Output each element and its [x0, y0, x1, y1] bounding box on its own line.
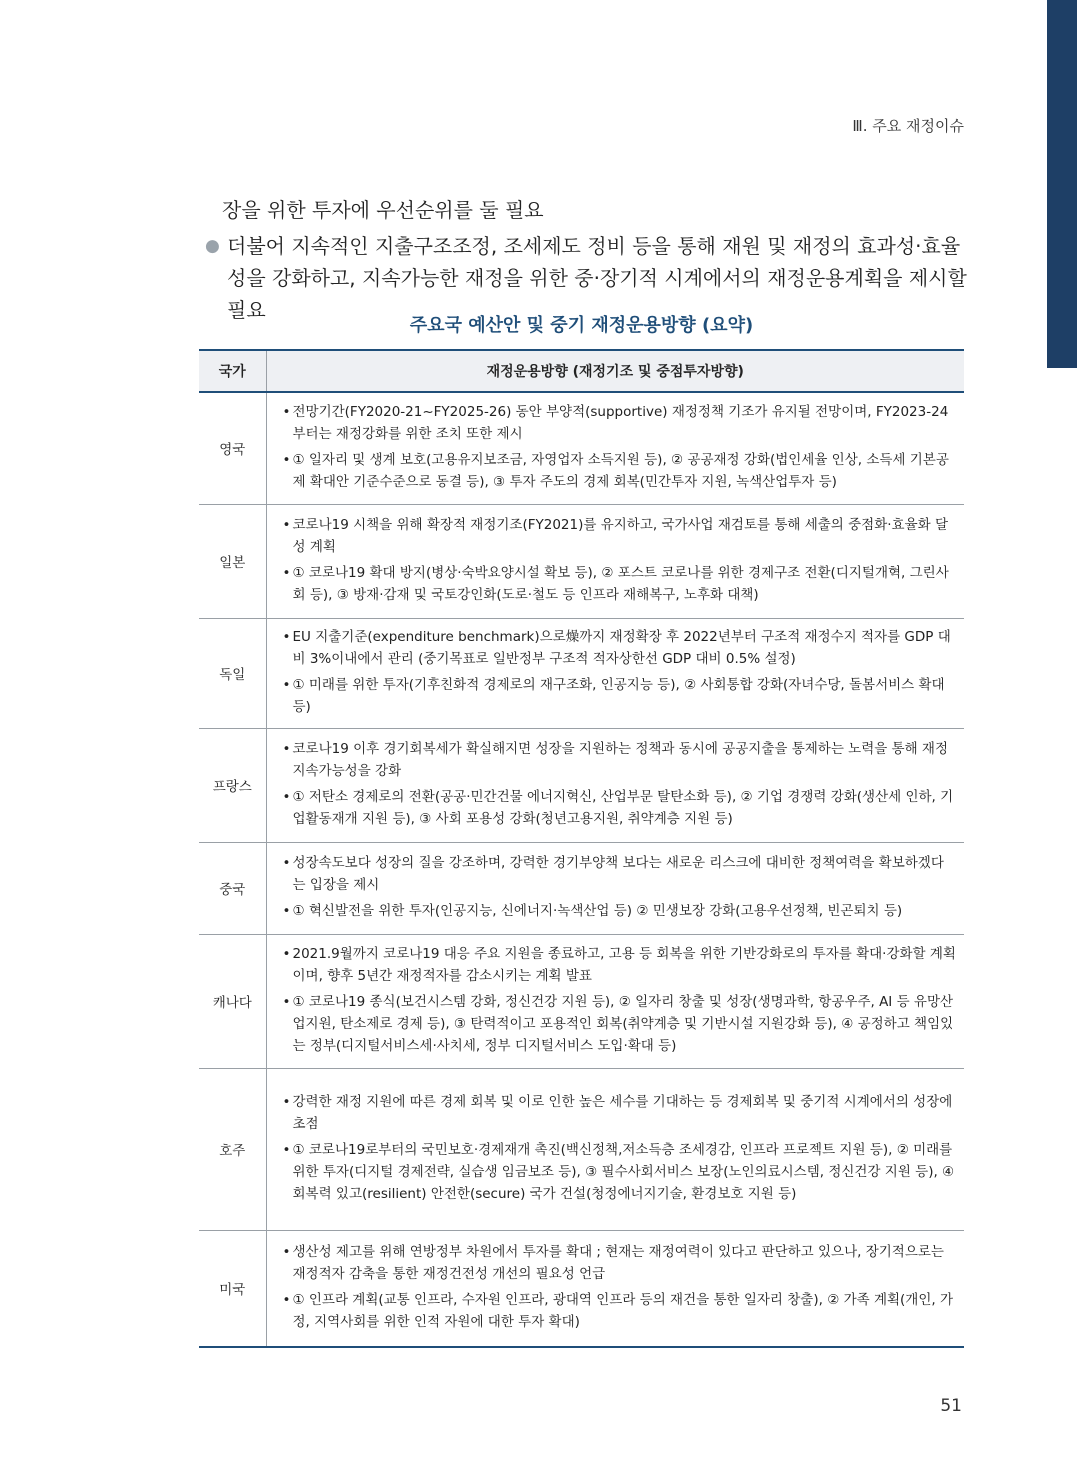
bullet-icon: •: [282, 1243, 291, 1260]
list-item-text: 코로나19 시책을 위해 확장적 재정기조(FY2021)를 유지하고, 국가사업 재검토를 통해 세출의 중점화·효율화 달성 계획: [292, 516, 949, 555]
list-item-text: ① 코로나19 확대 방지(병상·숙박요양시설 확보 등), ② 포스트 코로나를 위한 경제구조 전환(디지털개혁, 그린사회 등), ③ 방재·감재 및 국토강인화(도로·철도 등 인프라 재해복구, 노후화 대책): [292, 564, 949, 603]
list-item-text: ① 미래를 위한 투자(기후친화적 경제로의 재구조화, 인공지능 등), ② 사회통합 강화(자녀수당, 돌봄서비스 확대 등): [292, 676, 945, 715]
list-item-text: 코로나19 이후 경기회복세가 확실해지면 성장을 지원하는 정책과 동시에 공공지출을 통제하는 노력을 통해 재정지속가능성을 강화: [292, 740, 949, 779]
country-cell: 호주: [199, 1068, 266, 1230]
list-item: [283, 401, 957, 445]
intro-text: [205, 194, 975, 326]
table-row: [199, 1230, 964, 1347]
bullet-icon: •: [282, 516, 291, 533]
list-item-text: EU 지출기준(expenditure benchmark)으로燥까지 재정확장 후 2022년부터 구조적 재정수지 적자를 GDP 대비 3%이내에서 관리 (중기목표로 일반정부 구조적 적자상한선 GDP 대비 0.5% 설정): [292, 628, 951, 667]
list-item: [283, 991, 957, 1057]
section-header: Ⅲ. 주요 재정이슈: [852, 117, 964, 135]
bullet-icon: •: [282, 788, 291, 805]
intro-bullet-text: 더불어 지속적인 지출구조조정, 조세제도 정비 등을 통해 재원 및 재정의 효과성·효율성을 강화하고, 지속가능한 재정을 위한 중·장기적 시계에서의 재정운용계획을 제시할 필요: [227, 234, 967, 322]
bullet-icon: •: [282, 451, 291, 468]
bullet-icon: •: [282, 945, 291, 962]
list-item: [283, 449, 957, 493]
bullet-icon: •: [282, 628, 291, 645]
header-direction: 재정운용방향 (재정기조 및 중점투자방향): [266, 350, 964, 392]
bullet-dot-icon: ●: [205, 236, 220, 256]
direction-cell: [266, 842, 964, 934]
direction-cell: [266, 392, 964, 504]
header-country: 국가: [199, 350, 266, 392]
bullet-icon: •: [282, 676, 291, 693]
direction-cell: [266, 934, 964, 1068]
list-item: [283, 562, 957, 606]
list-item: [283, 738, 957, 782]
list-item: [283, 1241, 957, 1285]
list-item: [283, 514, 957, 558]
chapter-side-tab: [1047, 0, 1077, 368]
list-item-text: 생산성 제고를 위해 연방정부 차원에서 투자를 확대 ; 현재는 재정여력이 있다고 판단하고 있으나, 장기적으로는 재정적자 감축을 통한 재정건전성 개선의 필요성 언급: [292, 1243, 944, 1282]
page-number: 51: [940, 1396, 962, 1416]
table-row: [199, 934, 964, 1068]
table-row: [199, 618, 964, 728]
list-item: [283, 786, 957, 830]
bullet-icon: •: [282, 993, 291, 1010]
list-item-text: 강력한 재정 지원에 따른 경제 회복 및 이로 인한 높은 세수를 기대하는 등 경제회복 및 중기적 시계에서의 성장에 초점: [292, 1093, 953, 1132]
country-cell: 중국: [199, 842, 266, 934]
list-item-text: ① 코로나19로부터의 국민보호·경제재개 촉진(백신정책,저소득층 조세경감, 인프라 프로젝트 지원 등), ② 미래를 위한 투자(디지털 경제전략, 실습생 임금보조 등), ③ 필수사회서비스 보장(노인의료시스템, 정신건강 지원 등), ④ 회복력 있고(resilient) 안전한(secure) 국가 건설(청정에너지기술, 환경보호 지원 등): [292, 1141, 955, 1202]
bullet-icon: •: [282, 403, 291, 420]
list-item-text: 2021.9월까지 코로나19 대응 주요 지원을 종료하고, 고용 등 회복을 위한 기반강화로의 투자를 확대·강화할 계획이며, 향후 5년간 재정적자를 감소시키는 계획 발표: [292, 945, 956, 984]
bullet-icon: •: [282, 740, 291, 757]
list-item: [283, 900, 957, 922]
list-item: [283, 943, 957, 987]
country-table: [199, 349, 964, 1348]
direction-cell: [266, 1230, 964, 1347]
table-row: [199, 504, 964, 618]
list-item-text: 성장속도보다 성장의 질을 강조하며, 강력한 경기부양책 보다는 새로운 리스크에 대비한 정책여력을 확보하겠다는 입장을 제시: [292, 854, 944, 893]
table-body: [199, 392, 964, 1347]
table-row: [199, 842, 964, 934]
country-cell: 미국: [199, 1230, 266, 1347]
table-row: [199, 1068, 964, 1230]
bullet-icon: •: [282, 1093, 291, 1110]
direction-cell: [266, 618, 964, 728]
table-title: 주요국 예산안 및 중기 재정운용방향 (요약): [409, 315, 754, 336]
direction-cell: [266, 728, 964, 842]
bullet-icon: •: [282, 1141, 291, 1158]
list-item: [283, 626, 957, 670]
list-item: [283, 674, 957, 718]
bullet-icon: •: [282, 902, 291, 919]
direction-cell: [266, 504, 964, 618]
list-item-text: ① 저탄소 경제로의 전환(공공·민간건물 에너지혁신, 산업부문 탈탄소화 등), ② 기업 경쟁력 강화(생산세 인하, 기업활동재개 지원 등), ③ 사회 포용성 강화(청년고용지원, 취약계층 지원 등): [292, 788, 954, 827]
list-item-text: ① 코로나19 종식(보건시스템 강화, 정신건강 지원 등), ② 일자리 창출 및 성장(생명과학, 항공우주, AI 등 유망산업지원, 탄소제로 경제 등), ③ 탄력적이고 포용적인 회복(취약계층 및 기반시설 지원강화 등), ④ 공정하고 책임있는 정부(디지털서비스세·사치세, 정부 디지털서비스 도입·확대 등): [292, 993, 954, 1054]
list-item-text: ① 혁신발전을 위한 투자(인공지능, 신에너지·녹색산업 등) ② 민생보장 강화(고용우선정책, 빈곤퇴치 등): [292, 902, 903, 919]
list-item-text: ① 인프라 계획(교통 인프라, 수자원 인프라, 광대역 인프라 등의 재건을 통한 일자리 창출), ② 가족 계획(개인, 가정, 지역사회를 위한 인적 자원에 대한 투자 확대): [292, 1291, 954, 1330]
country-cell: 캐나다: [199, 934, 266, 1068]
intro-continuation: 장을 위한 투자에 우선순위를 둘 필요: [222, 198, 544, 222]
country-cell: 영국: [199, 392, 266, 504]
list-item-text: 전망기간(FY2020-21~FY2025-26) 동안 부양적(supportive) 재정정책 기조가 유지될 전망이며, FY2023-24부터는 재정강화를 위한 조치 또한 제시: [292, 403, 949, 442]
table-row: [199, 728, 964, 842]
table-row: [199, 392, 964, 504]
list-item: [283, 1139, 957, 1205]
list-item-text: ① 일자리 및 생계 보호(고용유지보조금, 자영업자 소득지원 등), ② 공공재정 강화(법인세율 인상, 소득세 기본공제 확대안 기준수준으로 동결 등), ③ 투자 주도의 경제 회복(민간투자 지원, 녹색산업투자 등): [292, 451, 949, 490]
list-item: [283, 852, 957, 896]
table-header-row: [199, 350, 964, 392]
list-item: [283, 1091, 957, 1135]
list-item: [283, 1289, 957, 1333]
country-cell: 일본: [199, 504, 266, 618]
bullet-icon: •: [282, 1291, 291, 1308]
country-cell: 프랑스: [199, 728, 266, 842]
country-cell: 독일: [199, 618, 266, 728]
bullet-icon: •: [282, 854, 291, 871]
bullet-icon: •: [282, 564, 291, 581]
direction-cell: [266, 1068, 964, 1230]
